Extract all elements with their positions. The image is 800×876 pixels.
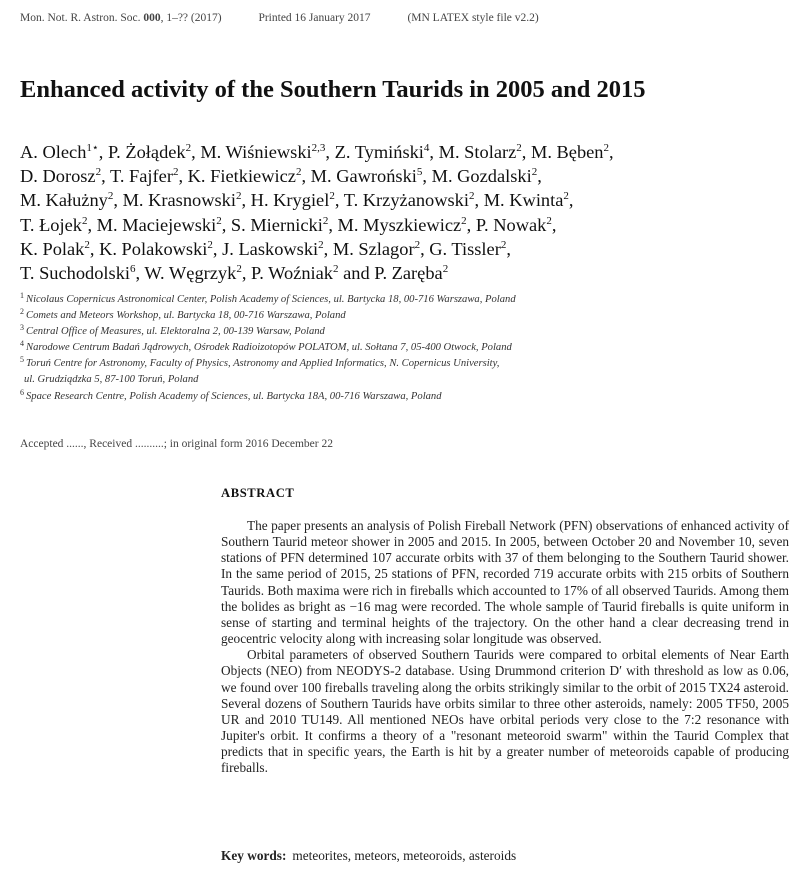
author-affiliation-mark: 4 <box>423 142 430 154</box>
author-separator: , <box>212 238 223 259</box>
author-name: M. Myszkiewicz <box>337 214 462 235</box>
author-separator: , <box>474 190 484 211</box>
author-affiliation-mark: 2 <box>414 238 421 251</box>
affiliation-number: 6 <box>20 387 24 397</box>
author-affiliation-mark: 2 <box>333 263 339 276</box>
author-affiliation-mark: 2 <box>546 214 552 227</box>
author-affiliation-mark: 2 <box>236 263 242 276</box>
author-separator: , <box>87 214 97 235</box>
author-name: M. Bęben <box>530 142 604 162</box>
author-affiliation-mark: 2 <box>318 238 324 251</box>
printed-date: Printed 16 January 2017 <box>258 12 371 24</box>
author-separator: , <box>241 190 251 211</box>
affiliation-number: 5 <box>20 355 24 365</box>
affiliation-text: Central Office of Measures, ul. Elektoralna 2, 00-139 Warsaw, Poland <box>26 326 325 338</box>
author-line <box>20 188 790 212</box>
author-affiliation-mark: 2 <box>603 142 609 154</box>
affiliation <box>20 308 790 324</box>
affiliation-text: ul. Grudziądzka 5, 87-100 Toruń, Poland <box>24 374 199 386</box>
author-separator: , <box>325 142 335 162</box>
author-name: T. Fajfer <box>109 166 173 187</box>
affiliation-text: Nicolaus Copernicus Astronomical Center, Polish Academy of Sciences, ul. Bartycka 18, 00-716 Warszawa, Poland <box>26 294 516 305</box>
author-name: A. Olech <box>20 142 87 162</box>
received-dates: Accepted ......, Received ..........; in original form 2016 December 22 <box>20 438 333 450</box>
affiliation <box>20 356 790 372</box>
author-separator: and <box>338 263 375 284</box>
author-affiliation-mark: 2 <box>185 142 192 154</box>
author-line <box>20 237 790 261</box>
affiliation <box>20 372 790 388</box>
author-name: W. Węgrzyk <box>144 263 237 284</box>
author-affiliation-mark: 1⋆ <box>86 142 99 154</box>
author-separator: , <box>113 190 123 211</box>
author-name: K. Fietkiewicz <box>187 166 296 187</box>
author-name: S. Miernicki <box>230 214 323 235</box>
author-name: K. Polakowski <box>99 238 208 259</box>
author-separator: , <box>537 166 542 187</box>
author-separator: , <box>422 166 432 187</box>
affiliation <box>20 292 790 308</box>
author-name: T. Krzyżanowski <box>343 190 469 211</box>
author-separator: , <box>609 142 614 162</box>
author-list <box>20 140 790 285</box>
author-separator: , <box>135 263 145 284</box>
author-separator: , <box>323 238 333 259</box>
author-name: M. Krasnowski <box>122 190 236 211</box>
author-name: G. Tissler <box>429 238 501 259</box>
author-separator: , <box>334 190 344 211</box>
abstract-paragraph: The paper presents an analysis of Polish Fireball Network (PFN) observations of enhanced activity of Southern Taurid meteor shower in 2005 and 2015. In 2005, between October 20 and November 10, seven stations of PFN determined 107 accurate orbits with 37 of them belonging to the Southern Taurid shower. In the same period of 2015, 25 stations of PFN, recorded 719 accurate orbits with 215 orbits of Southern Taurids. Both maxima were rich in fireballs which accounted to 17% of all observed Taurids. Among them the bolides as bright as −16 mag were recorded. The whole sample of Taurid fireballs is quite uniform in sense of starting and terminal heights of the trajectory. On the other hand a clear decreasing trend in geocentric velocity along with increasing solar longitude was observed. <box>221 518 789 647</box>
author-separator: , <box>101 166 110 187</box>
author-name: P. Zaręba <box>374 263 443 284</box>
author-name: D. Dorosz <box>20 166 96 187</box>
author-affiliation-mark: 2 <box>442 263 449 276</box>
author-separator: , <box>178 166 188 187</box>
affiliation <box>20 389 790 405</box>
author-line <box>20 140 790 164</box>
author-affiliation-mark: 2 <box>461 214 467 227</box>
style-file-note: (MN LATEX style file v2.2) <box>407 12 539 24</box>
author-affiliation-mark: 6 <box>130 263 136 276</box>
author-affiliation-mark: 2 <box>329 190 335 203</box>
author-affiliation-mark: 2 <box>500 238 507 251</box>
author-separator: , <box>568 190 574 211</box>
author-separator: , <box>89 238 100 259</box>
author-name: K. Polak <box>20 238 85 259</box>
keywords-list: meteorites, meteors, meteoroids, asteroids <box>292 848 517 863</box>
author-name: M. Gozdalski <box>431 166 532 187</box>
affiliation-list <box>20 292 790 405</box>
affiliation-text: Toruń Centre for Astronomy, Faculty of Physics, Astronomy and Applied Informatics, N. Copernicus University, <box>26 358 500 370</box>
author-name: M. Gawroński <box>310 166 417 187</box>
author-name: M. Szlagor <box>332 238 415 259</box>
abstract-paragraph: Orbital parameters of observed Southern Taurids were compared to orbital elements of Near Earth Objects (NEO) from NEODYS-2 database. Using Drummond criterion D′ with threshold as low as 0.06, we found over 100 fireballs traveling along the orbits strikingly similar to the orbit of 2015 TX24 asteroid. Several dozens of Southern Taurids have orbits similar to three other asteroids, namely: 2005 TF50, 2005 UR and 2010 TU149. All mentioned NEOs have orbital periods very close to the 7:2 resonance with Jupiter's orbit. It confirms a theory of a "resonant meteoroid swarm" within the Taurid Complex that predicts that in specific years, the Earth is hit by a greater number of meteoroids capable of producing fireballs. <box>221 647 789 776</box>
affiliation-number: 4 <box>20 339 24 349</box>
author-separator: , <box>191 142 201 162</box>
author-affiliation-mark: 2 <box>107 190 114 203</box>
author-name: T. Łojek <box>20 214 82 235</box>
author-line <box>20 261 790 285</box>
affiliation-text: Narodowe Centrum Badań Jądrowych, Ośrodek Radioizotopów POLATOM, ul. Sołtana 7, 05-400 Otwock, Poland <box>26 342 512 354</box>
author-line <box>20 213 790 237</box>
page-header <box>20 12 790 24</box>
abstract-body <box>221 518 789 777</box>
author-affiliation-mark: 2 <box>295 166 302 179</box>
author-name: P. Żołądek <box>107 142 186 162</box>
author-name: J. Laskowski <box>222 238 319 259</box>
author-affiliation-mark: 2 <box>216 214 222 227</box>
author-name: M. Kałużny <box>20 190 108 211</box>
author-affiliation-mark: 2 <box>516 142 522 154</box>
paper-title: Enhanced activity of the Southern Taurids in 2005 and 2015 <box>20 76 646 103</box>
author-separator: , <box>241 263 252 284</box>
author-affiliation-mark: 2 <box>95 166 102 179</box>
author-affiliation-mark: 2 <box>563 190 569 203</box>
author-separator: , <box>98 142 108 162</box>
author-name: P. Nowak <box>475 214 547 235</box>
affiliation-text: Space Research Centre, Polish Academy of Sciences, ul. Bartycka 18A, 00-716 Warszawa, Poland <box>26 390 442 402</box>
author-affiliation-mark: 2 <box>531 166 538 179</box>
author-name: Z. Tymiński <box>334 142 424 162</box>
author-affiliation-mark: 2 <box>84 238 90 251</box>
author-separator: , <box>328 214 338 235</box>
author-separator: , <box>420 238 430 259</box>
author-name: M. Kwinta <box>483 190 564 211</box>
author-separator: , <box>551 214 557 235</box>
author-affiliation-mark: 2 <box>172 166 179 179</box>
author-name: P. Woźniak <box>251 263 333 284</box>
author-separator: , <box>521 142 531 162</box>
affiliation-text: Comets and Meteors Workshop, ul. Bartycka 18, 00-716 Warszawa, Poland <box>26 310 346 322</box>
author-separator: , <box>429 142 439 162</box>
author-separator: , <box>466 214 476 235</box>
affiliation-number: 3 <box>20 323 24 333</box>
author-affiliation-mark: 2 <box>322 214 329 227</box>
author-affiliation-mark: 2 <box>81 214 88 227</box>
author-name: M. Wiśniewski <box>200 142 312 162</box>
affiliation-number: 2 <box>20 307 24 317</box>
author-name: H. Krygiel <box>250 190 330 211</box>
author-separator: , <box>301 166 311 187</box>
affiliation <box>20 324 790 340</box>
keywords-label: Key words: <box>221 848 287 863</box>
author-line <box>20 164 790 188</box>
keywords <box>221 848 516 864</box>
author-name: M. Maciejewski <box>96 214 217 235</box>
journal-reference: Mon. Not. R. Astron. Soc. 000, 1–?? (2017) <box>20 12 222 24</box>
affiliation-number: 1 <box>20 291 24 300</box>
affiliation <box>20 340 790 356</box>
author-affiliation-mark: 2 <box>469 190 475 203</box>
author-affiliation-mark: 5 <box>416 166 423 179</box>
author-name: M. Stolarz <box>438 142 517 162</box>
author-affiliation-mark: 2,3 <box>311 142 326 154</box>
author-affiliation-mark: 2 <box>207 238 213 251</box>
author-separator: , <box>221 214 231 235</box>
abstract-heading: ABSTRACT <box>221 486 295 500</box>
author-separator: , <box>506 238 511 259</box>
author-name: T. Suchodolski <box>20 263 131 284</box>
author-affiliation-mark: 2 <box>235 190 242 203</box>
